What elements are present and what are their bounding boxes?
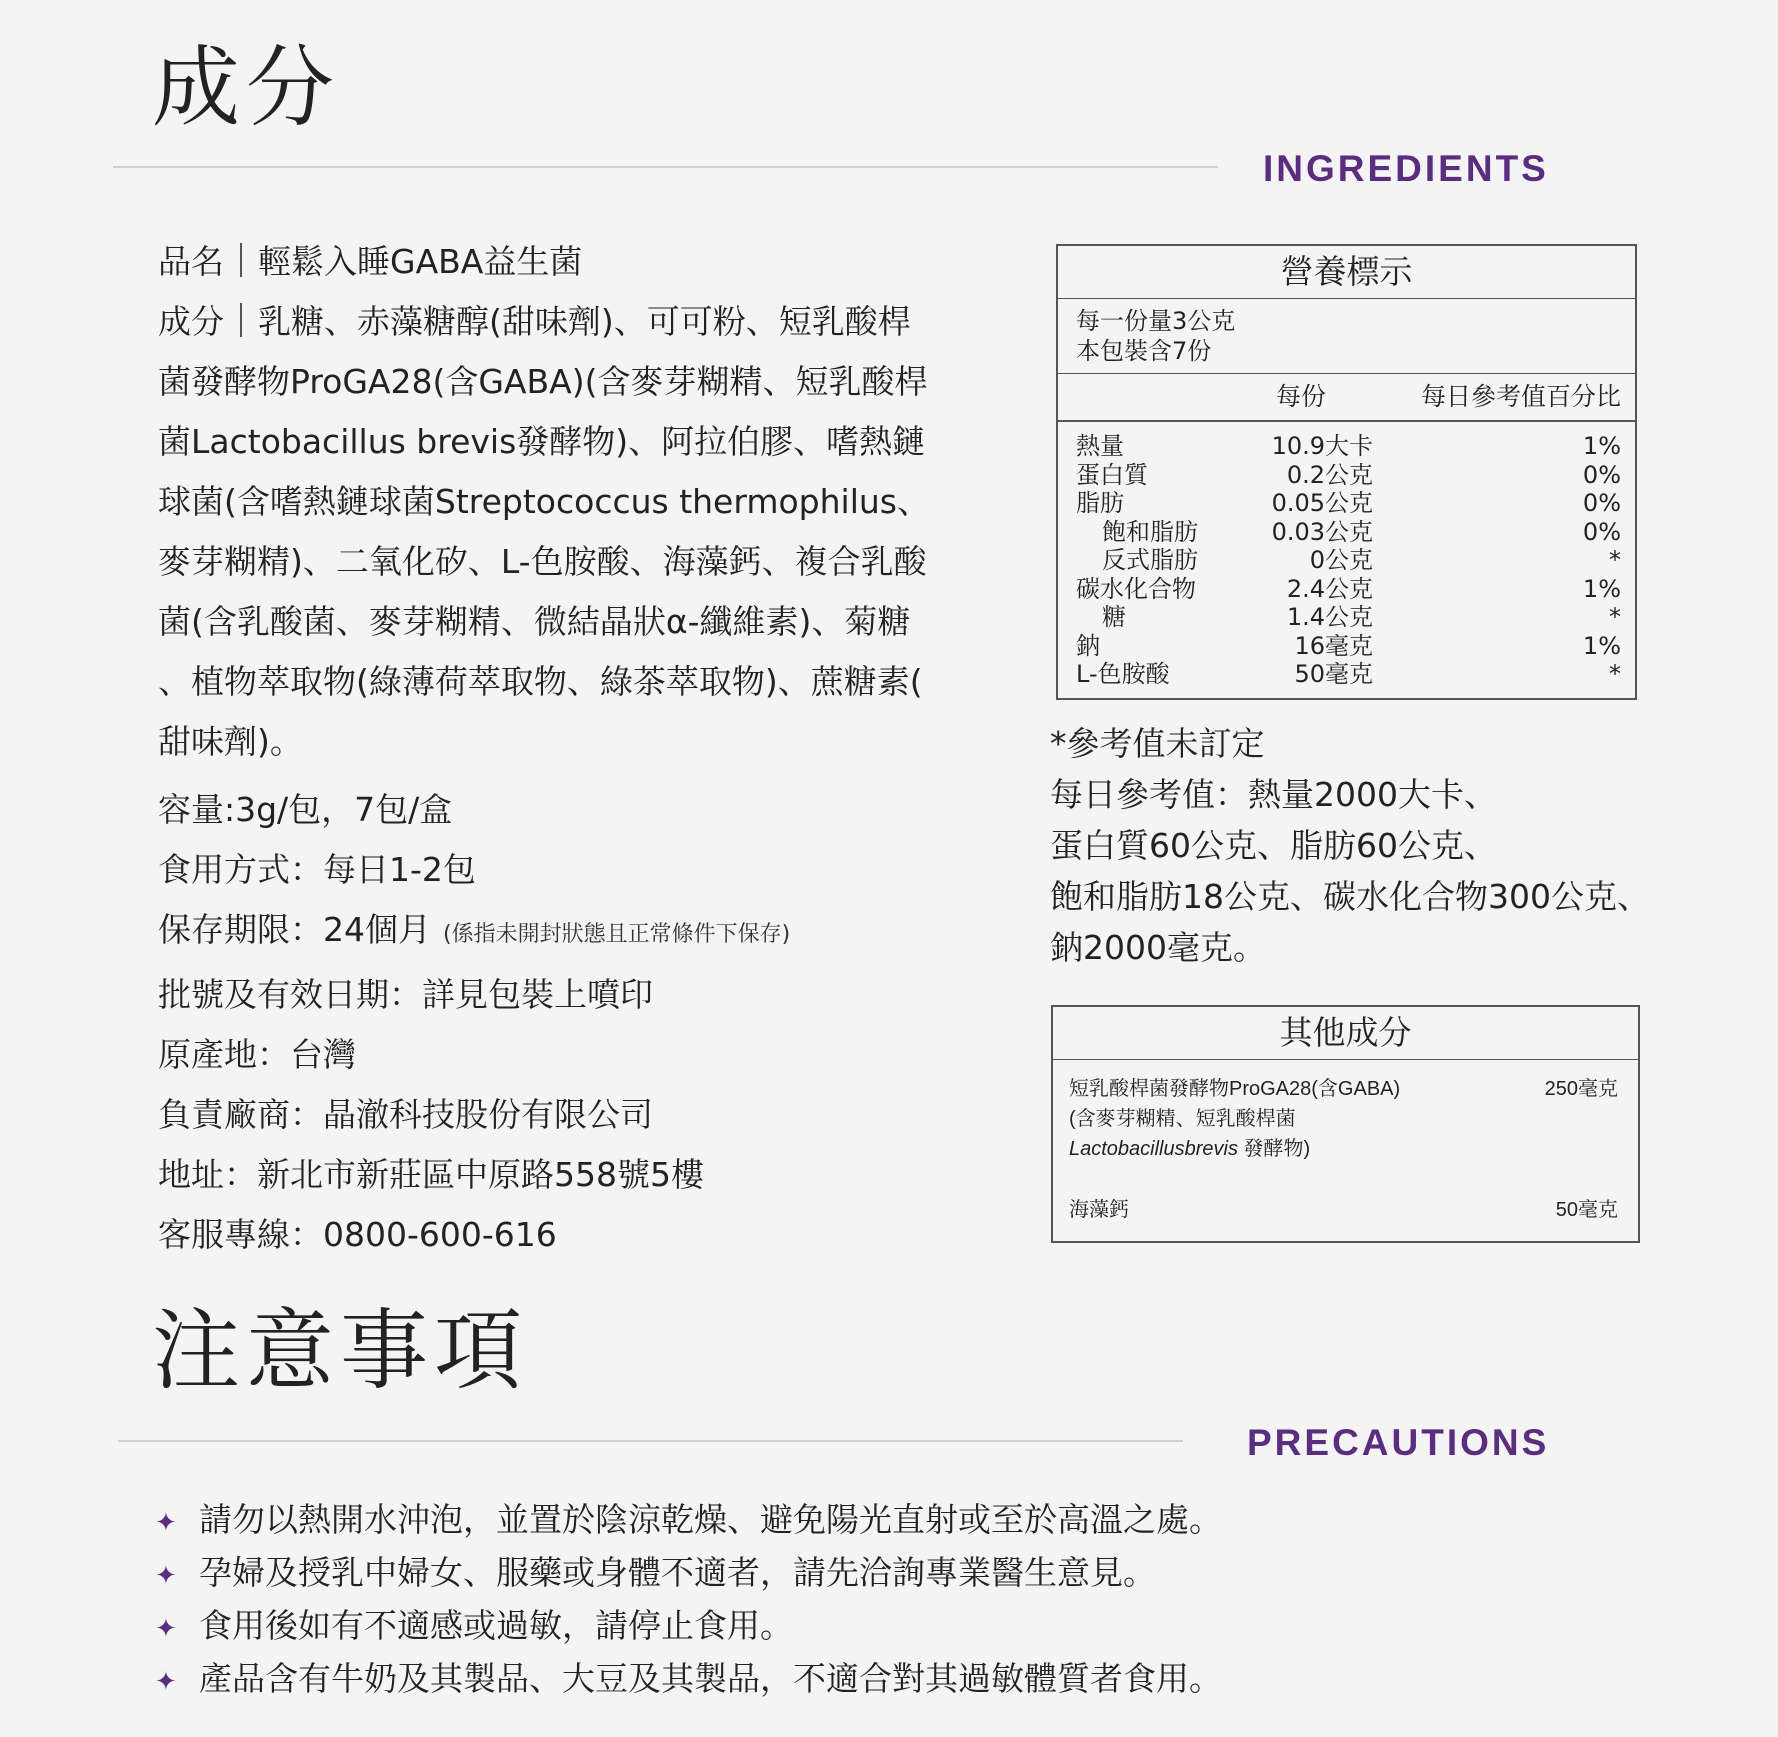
nutrient-name: 脂肪 — [1076, 489, 1124, 517]
ingredients-line-3: 球菌(含嗜熱鏈球菌Streptococcus thermophilus、 — [158, 482, 930, 521]
reference-note — [1050, 718, 1650, 973]
nutrition-row — [1058, 518, 1635, 547]
reference-line: *參考值未訂定 — [1050, 724, 1265, 763]
other-ingredient-1-line3 — [1069, 1134, 1400, 1164]
nutrient-value: 50毫克 — [1294, 660, 1373, 688]
product-name-line — [158, 232, 1008, 292]
precaution-item — [155, 1654, 1222, 1707]
sparkle-icon: ✦ — [155, 1667, 177, 1697]
shelf-life-note: (係指未開封狀態且正常條件下保存) — [443, 922, 791, 947]
batch-info: 批號及有效日期：詳見包裝上噴印 — [158, 975, 653, 1014]
sparkle-icon: ✦ — [155, 1561, 177, 1591]
nutrition-rows — [1058, 432, 1635, 689]
nutrient-name: 飽和脂肪 — [1102, 517, 1198, 546]
nutrient-name: 糖 — [1102, 603, 1126, 631]
other-ingredient-2-amount: 50毫克 — [1555, 1199, 1618, 1221]
nutrition-row — [1058, 432, 1635, 461]
other-ingredient-2: 海藻鈣 — [1069, 1199, 1129, 1221]
serving-info — [1076, 306, 1235, 366]
origin: 原產地：台灣 — [158, 1035, 356, 1074]
nutrient-pct: 0% — [1582, 460, 1621, 489]
ingredients-line-4: 麥芽糊精)、二氧化矽、L-色胺酸、海藻鈣、複合乳酸 — [158, 542, 927, 581]
nutrient-value: 0.05公克 — [1271, 489, 1373, 517]
capacity: 容量:3g/包，7包/盒 — [158, 790, 453, 829]
sparkle-icon: ✦ — [155, 1614, 177, 1644]
ingredients-line-6: 、植物萃取物(綠薄荷萃取物、綠茶萃取物)、蔗糖素( — [158, 662, 923, 701]
ingredients-title: 成分 — [152, 36, 341, 139]
product-name-value: 輕鬆入睡GABA益生菌 — [258, 242, 583, 281]
nutrition-row — [1058, 632, 1635, 661]
other-ingredient-1-line1: 短乳酸桿菌發酵物ProGA28(含GABA) — [1069, 1078, 1401, 1100]
nutrient-value: 2.4公克 — [1286, 574, 1373, 603]
reference-line: 蛋白質60公克、脂肪60公克、 — [1050, 826, 1497, 865]
nutrition-row — [1058, 603, 1635, 632]
precautions-title: 注意事項 — [152, 1299, 529, 1402]
precautions-list — [155, 1495, 1222, 1707]
nutrient-pct: 1% — [1582, 574, 1621, 603]
species-name: Lactobacillusbrevis — [1069, 1138, 1238, 1160]
other-ingredient-1-line2: (含麥芽糊精、短乳酸桿菌 — [1069, 1108, 1296, 1130]
ingredients-line-7: 甜味劑)。 — [158, 722, 303, 761]
precaution-item — [155, 1601, 1222, 1654]
precautions-english-title: PRECAUTIONS — [1247, 1422, 1550, 1463]
nutrient-name: L-色胺酸 — [1076, 660, 1170, 688]
nutrient-pct: 1% — [1582, 631, 1621, 660]
ingredients-line-2: 菌Lactobacillus brevis發酵物)、阿拉伯膠、嗜熱鏈 — [158, 422, 926, 461]
other-ingredient-1 — [1069, 1074, 1400, 1164]
precaution-text: 請勿以熱開水沖泡，並置於陰涼乾燥、避免陽光直射或至於高溫之處。 — [199, 1500, 1222, 1539]
product-details — [158, 232, 1008, 1265]
other-ingredients-table — [1051, 1005, 1640, 1243]
nutrient-pct: 0% — [1582, 517, 1621, 546]
nutrient-value: 1.4公克 — [1286, 603, 1373, 631]
reference-line: 飽和脂肪18公克、碳水化合物300公克、 — [1050, 877, 1650, 916]
precaution-text: 食用後如有不適感或過敏，請停止食用。 — [199, 1606, 793, 1645]
precautions-divider — [118, 1440, 1183, 1442]
usage: 食用方式：每日1-2包 — [158, 850, 476, 889]
separator — [240, 303, 242, 337]
shelf-life-line — [158, 900, 1008, 965]
nutrient-name: 熱量 — [1076, 432, 1124, 460]
nutrient-name: 蛋白質 — [1076, 460, 1148, 489]
nutrition-table — [1056, 244, 1637, 700]
nutrition-title: 營養標示 — [1058, 246, 1635, 299]
ingredients-line-5: 菌(含乳酸菌、麥芽糊精、微結晶狀α-纖維素)、菊糖 — [158, 602, 911, 641]
nutrition-row — [1058, 660, 1635, 689]
product-name-label: 品名 — [158, 242, 224, 281]
precaution-text: 孕婦及授乳中婦女、服藥或身體不適者，請先洽詢專業醫生意見。 — [199, 1553, 1156, 1592]
sparkle-icon: ✦ — [155, 1508, 177, 1538]
serving-size: 每一份量3公克 — [1076, 307, 1236, 335]
nutrition-row — [1058, 575, 1635, 604]
nutrient-pct: 0% — [1582, 489, 1621, 517]
nutrient-value: 0公克 — [1309, 546, 1373, 574]
ingredients-text: 乳糖、赤藻糖醇(甜味劑)、可可粉、短乳酸桿 — [258, 302, 911, 341]
precaution-item — [155, 1495, 1222, 1548]
reference-line: 鈉2000毫克。 — [1050, 928, 1266, 967]
servings-per-pack: 本包裝含7份 — [1076, 337, 1212, 365]
nutrient-value: 16毫克 — [1294, 631, 1373, 660]
precaution-text: 產品含有牛奶及其製品、大豆及其製品，不適合對其過敏體質者食用。 — [199, 1659, 1222, 1698]
nutrient-name: 反式脂肪 — [1102, 546, 1198, 574]
nutrient-pct: 1% — [1582, 432, 1621, 460]
nutrient-value: 0.03公克 — [1271, 517, 1373, 546]
nutrient-pct: * — [1609, 660, 1621, 688]
hotline: 客服專線：0800-600-616 — [158, 1215, 557, 1254]
nutrient-value: 0.2公克 — [1286, 460, 1373, 489]
nutrient-name: 碳水化合物 — [1076, 574, 1196, 603]
other-ingredients-title: 其他成分 — [1053, 1007, 1638, 1060]
nutrient-value: 10.9大卡 — [1271, 432, 1373, 460]
species-suffix: 發酵物) — [1237, 1138, 1311, 1160]
nutrient-pct: * — [1609, 603, 1621, 631]
col-daily-value: 每日參考值百分比 — [1420, 382, 1621, 411]
ingredients-divider — [113, 166, 1218, 168]
ingredients-english-title: INGREDIENTS — [1263, 148, 1549, 189]
ingredients-line-1: 菌發酵物ProGA28(含GABA)(含麥芽糊精、短乳酸桿 — [158, 362, 928, 401]
manufacturer: 負責廠商：晶澈科技股份有限公司 — [158, 1095, 653, 1134]
ingredients-line-0 — [158, 292, 1008, 352]
col-per-serving: 每份 — [1276, 382, 1327, 411]
nutrition-row — [1058, 461, 1635, 490]
nutrient-pct: * — [1609, 546, 1621, 574]
reference-line: 每日參考值：熱量2000大卡、 — [1050, 775, 1497, 814]
separator — [240, 243, 242, 277]
other-ingredient-1-amount: 250毫克 — [1544, 1078, 1618, 1100]
precaution-item — [155, 1548, 1222, 1601]
nutrient-name: 鈉 — [1076, 631, 1100, 660]
nutrition-row — [1058, 546, 1635, 575]
ingredients-label: 成分 — [158, 302, 224, 341]
nutrition-row — [1058, 489, 1635, 518]
shelf-life: 保存期限：24個月 — [158, 910, 431, 949]
address: 地址：新北市新莊區中原路558號5樓 — [158, 1155, 704, 1194]
